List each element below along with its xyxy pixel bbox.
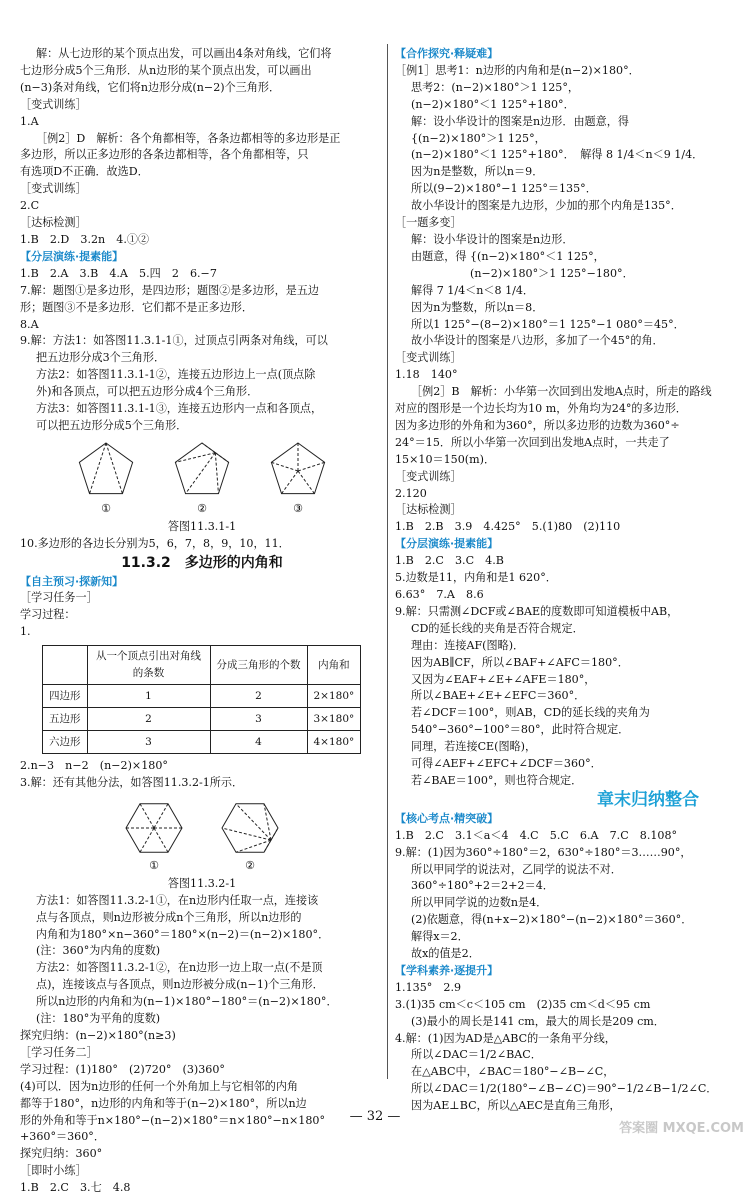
table-cell: 3 — [210, 708, 307, 731]
text-line: 1.18 140° — [395, 368, 458, 382]
section-banner: 【自主预习·探新知】 — [20, 574, 124, 588]
table-header-cell — [43, 646, 88, 685]
text-line: 理由：连接AF(图略)． — [411, 638, 525, 652]
figure-hexagons — [20, 796, 384, 872]
text-line: 所以∠DAC＝1/2∠BAC． — [411, 1048, 542, 1062]
text-line: 在△ABC中，∠BAC＝180°−∠B−∠C， — [411, 1065, 615, 1079]
text-line: 9.解：方法1：如答图11.3.1-1①，过顶点引两条对角线，可以 — [20, 334, 328, 348]
section-banner: 【学科素养·逐提升】 — [395, 963, 499, 977]
polygon-outline — [222, 804, 278, 852]
text-line: 4.解：(1)因为AD是△ABC的一条角平分线， — [395, 1031, 616, 1045]
text-line: 2.C — [20, 199, 40, 213]
text-line: 方法2：如答图11.3.2-1②，在n边形一边上取一点(不是顶 — [36, 961, 323, 975]
text-line: (2)依题意，得(n+x−2)×180°−(n−2)×180°＝360°． — [411, 913, 693, 927]
section-banner: 【分层演练·提素能】 — [20, 249, 124, 263]
text-line: 24°＝15．所以小华第一次回到出发地A点时，一共走了 — [395, 435, 670, 449]
table-cell: 2 — [87, 708, 210, 731]
table-cell: 1 — [87, 685, 210, 708]
table-cell: 2 — [210, 685, 307, 708]
text-line: 10.多边形的各边长分别为5，6，7，8，9，10，11． — [20, 536, 290, 550]
text-line: ［变式训练］ — [20, 182, 87, 196]
right-column — [395, 46, 739, 1115]
text-line: ［变式训练］ — [395, 469, 462, 483]
text-line: 3.(1)35 cm＜c＜105 cm (2)35 cm＜d＜95 cm — [395, 997, 651, 1011]
text-line: ［变式训练］ — [20, 97, 87, 111]
text-line: 所以1 125°−(8−2)×180°＝1 125°−1 080°＝45°． — [411, 317, 685, 331]
table-row — [43, 708, 361, 731]
section-banner: 【合作探究·释疑难】 — [395, 47, 499, 60]
pentagon-diagram — [63, 439, 149, 515]
text-line: ［例2］B 解析：小华第一次回到出发地A点时，所走的路线 — [411, 385, 712, 399]
text-line: 探究归纳：(n−2)×180°(n≥3) — [20, 1028, 176, 1042]
watermark-logo: 答案圈 MXQE.COM — [619, 1121, 744, 1136]
text-line: 3.解：还有其他分法，如答图11.3.2-1所示． — [20, 775, 244, 789]
text-line: 1.B 2.C 3.七 4.8 — [20, 1181, 131, 1195]
text-line: 所以n边形的内角和为(n−1)×180°−180°＝(n−2)×180°． — [36, 995, 338, 1009]
text-line: (n−2)×180°＜1 125°+180°． 解得 8 1/4＜n＜9 1/4． — [411, 148, 704, 162]
text-line: 1.B 2.C 3.1＜a＜4 4.C 5.C 6.A 7.C 8.108° — [395, 828, 678, 842]
figure-caption: 答图11.3.1-1 — [167, 519, 237, 533]
text-line: 可以把五边形分成5个三角形． — [36, 418, 188, 432]
text-line: 方法3：如答图11.3.1-1③，连接五边形内一点和各顶点， — [36, 402, 323, 416]
table-header-cell: 从一个顶点引出对角线的条数 — [87, 646, 210, 685]
text-line: 故x的值是2． — [411, 947, 480, 961]
polygon-outline — [79, 443, 132, 494]
text-line: 1.A — [20, 114, 39, 128]
page-number: — 32 — — [349, 1109, 401, 1124]
text-line: 360°÷180°+2＝2+2＝4． — [411, 879, 554, 893]
text-line: +360°＝360°． — [20, 1130, 105, 1144]
text-line: 所以甲同学说的边数n是4． — [411, 896, 548, 910]
text-line: ［即时小练］ — [20, 1164, 87, 1178]
section-heading: 11.3.2 多边形的内角和 — [121, 554, 283, 571]
left-column — [20, 46, 384, 1197]
table-row — [43, 731, 361, 754]
text-line: ［达标检测］ — [395, 503, 462, 517]
text-line: ［一题多变］ — [395, 216, 462, 230]
text-line: 所以(9−2)×180°−1 125°＝135°． — [411, 182, 597, 196]
figure-label: ② — [197, 501, 207, 515]
table-cell: 4×180° — [307, 731, 361, 754]
text-line: 1. — [20, 625, 31, 639]
text-line: (注：360°为内角的度数) — [36, 944, 161, 958]
text-line: 方法2：如答图11.3.1-1②，连接五边形边上一点(顶点除 — [36, 368, 316, 382]
text-line: 外)和各顶点，可以把五边形分成4个三角形． — [36, 385, 259, 399]
section-banner: 【分层演练·提素能】 — [395, 537, 499, 551]
text-line: 6.63° 7.A 8.6 — [395, 588, 484, 601]
text-line: 故小华设计的图案是九边形，少加的那个内角是135°． — [411, 199, 682, 213]
text-line: 探究归纳：360° — [20, 1147, 103, 1161]
text-line: 因为n是整数，所以n＝9． — [411, 165, 544, 179]
text-line: ［学习任务二］ — [20, 1045, 98, 1059]
figure-label: ① — [149, 858, 159, 872]
figure-pentagons — [20, 439, 384, 515]
text-line: 9.解：(1)因为360°÷180°＝2，630°÷180°＝3……90°， — [395, 845, 692, 859]
text-line: (n−3)条对角线，它们将n边形分成(n−2)个三角形． — [20, 80, 281, 94]
hexagon-diagram — [207, 796, 293, 872]
text-line: 把五边形分成3个三角形． — [36, 351, 166, 365]
table-header-cell: 内角和 — [307, 646, 361, 685]
text-line: 可得∠AEF+∠EFC+∠DCF＝360°． — [411, 757, 602, 771]
text-line: 若∠DCF＝100°，则AB，CD的延长线的夹角为 — [411, 706, 650, 720]
text-line: 故小华设计的图案是八边形，多加了一个45°的角． — [411, 334, 664, 348]
text-line: 形的外角和等于n×180°−(n−2)×180°＝n×180°−n×180° — [20, 1113, 325, 1127]
text-line: 有选项D不正确．故选D． — [20, 165, 149, 179]
text-line: 5.边数是11，内角和是1 620°． — [395, 571, 557, 585]
hexagon-diagram — [111, 796, 197, 872]
text-line: 所以∠BAE+∠E+∠EFC＝360°． — [411, 689, 586, 703]
text-line: 思考2：(n−2)×180°＞1 125°， — [411, 80, 580, 94]
figure-label: ① — [101, 501, 111, 515]
text-line: {(n−2)×180°＞1 125°， — [411, 131, 546, 145]
text-line: 7.解：题图①是多边形，是四边形；题图②是多边形，是五边 — [20, 283, 320, 297]
text-line: 七边形分成5个三角形．从n边形的某个顶点出发，可以画出 — [20, 63, 312, 77]
text-line: 1.B 2.B 3.9 4.425° 5.(1)80 (2)110 — [395, 520, 621, 534]
table-cell: 五边形 — [43, 708, 88, 731]
text-line: 由题意，得 {(n−2)×180°＜1 125°， — [411, 249, 605, 263]
text-line: (n−2)×180°＜1 125°+180°． — [411, 97, 575, 111]
text-line: 所以∠DAC＝1/2(180°−∠B−∠C)＝90°−1/2∠B−1/2∠C． — [411, 1082, 718, 1096]
polygon-table — [42, 645, 361, 754]
table-cell: 2×180° — [307, 685, 361, 708]
figure-label: ② — [245, 858, 255, 872]
text-line: 1.135° 2.9 — [395, 980, 462, 994]
figure-label: ③ — [293, 501, 303, 515]
text-line: 解：设小华设计的图案是n边形．由题意，得 — [411, 114, 629, 128]
section-heading: 章末归纳整合 — [597, 789, 699, 810]
polygon-outline — [175, 443, 228, 494]
text-line: 内角和为180°×n−360°＝180°×(n−2)＝(n−2)×180°． — [36, 927, 330, 941]
pentagon-diagram — [255, 439, 341, 515]
text-line: 若∠BAE＝100°，则也符合规定． — [411, 773, 583, 787]
table-header-cell: 分成三角形的个数 — [210, 646, 307, 685]
text-line: 同理，若连接CE(图略)， — [411, 740, 537, 754]
text-line: 解：从七边形的某个顶点出发，可以画出4条对角线，它们将 — [36, 47, 332, 60]
text-line: 1.B 2.D 3.2n 4.①② — [20, 232, 150, 246]
text-line: (4)可以．因为n边形的任何一个外角加上与它相邻的内角 — [20, 1079, 299, 1093]
text-line: 方法1：如答图11.3.2-1①，在n边形内任取一点，连接该 — [36, 893, 319, 907]
text-line: 1.B 2.C 3.C 4.B — [395, 554, 504, 568]
text-line: 解得 7 1/4＜n＜8 1/4． — [411, 283, 535, 297]
text-line: 15×10＝150(m)． — [395, 452, 496, 466]
table-row — [43, 685, 361, 708]
text-line: 因为AE⊥BC，所以△AEC是直角三角形， — [411, 1099, 621, 1113]
text-line: CD的延长线的夹角是否符合规定． — [411, 621, 584, 635]
text-line: ［例2］D 解析：各个角都相等，各条边都相等的多边形是正 — [36, 131, 341, 145]
column-divider — [387, 44, 388, 1079]
text-line: ［变式训练］ — [395, 351, 462, 365]
table-cell: 六边形 — [43, 731, 88, 754]
table-cell: 四边形 — [43, 685, 88, 708]
text-line: 所以甲同学的说法对，乙同学的说法不对． — [411, 862, 622, 876]
text-line: (注：180°为平角的度数) — [36, 1012, 161, 1026]
text-line: 点)，连接该点与各顶点，则n边形被分成(n−1)个三角形． — [36, 978, 324, 992]
text-line: 解得x＝2． — [411, 930, 469, 944]
table-cell: 4 — [210, 731, 307, 754]
text-line: 多边形，所以正多边形的各条边都相等，各个角都相等，只 — [20, 148, 309, 162]
table-cell: 3 — [87, 731, 210, 754]
text-line: 学习过程： — [20, 608, 76, 622]
text-line: 8.A — [20, 317, 39, 331]
figure-caption: 答图11.3.2-1 — [167, 876, 237, 890]
text-line: 解：设小华设计的图案是n边形． — [411, 232, 574, 246]
text-line: 因为多边形的外角和为360°，所以多边形的边数为360°÷ — [395, 418, 680, 432]
text-line: 对应的图形是一个边长均为10 m，外角均为24°的多边形． — [395, 402, 687, 416]
text-line: 因为AB∥CF，所以∠BAF+∠AFC＝180°． — [411, 655, 629, 669]
text-line: 2.n−3 n−2 (n−2)×180° — [20, 759, 168, 772]
text-line: 2.120 — [395, 486, 427, 500]
text-line: 都等于180°，n边形的内角和等于(n−2)×180°，所以n边 — [20, 1096, 307, 1110]
text-line: 9.解：只需测∠DCF或∠BAE的度数即可知道模板中AB， — [395, 604, 679, 618]
text-line: 又因为∠EAF+∠E+∠AFE＝180°， — [411, 672, 596, 686]
text-line: ［例1］思考1：n边形的内角和是(n−2)×180°． — [395, 63, 640, 77]
text-line: (n−2)×180°＞1 125°−180°． — [411, 266, 634, 280]
table-cell: 3×180° — [307, 708, 361, 731]
text-line: (3)最小的周长是141 cm，最大的周长是209 cm． — [411, 1014, 665, 1028]
text-line: 形；题图③不是多边形．它们都不是正多边形． — [20, 300, 253, 314]
text-line: 540°−360°−100°＝80°，此时符合规定． — [411, 723, 630, 737]
text-line: 因为n为整数，所以n＝8． — [411, 300, 544, 314]
pentagon-diagram — [159, 439, 245, 515]
text-line: 学习过程：(1)180° (2)720° (3)360° — [20, 1062, 225, 1076]
section-banner: 【核心考点·精突破】 — [395, 811, 499, 825]
text-line: ［达标检测］ — [20, 216, 87, 230]
text-line: 1.B 2.A 3.B 4.A 5.四 2 6.−7 — [20, 266, 217, 280]
text-line: 点与各顶点，则n边形被分成n个三角形，所以n边形的 — [36, 910, 302, 924]
text-line: ［学习任务一］ — [20, 591, 98, 605]
